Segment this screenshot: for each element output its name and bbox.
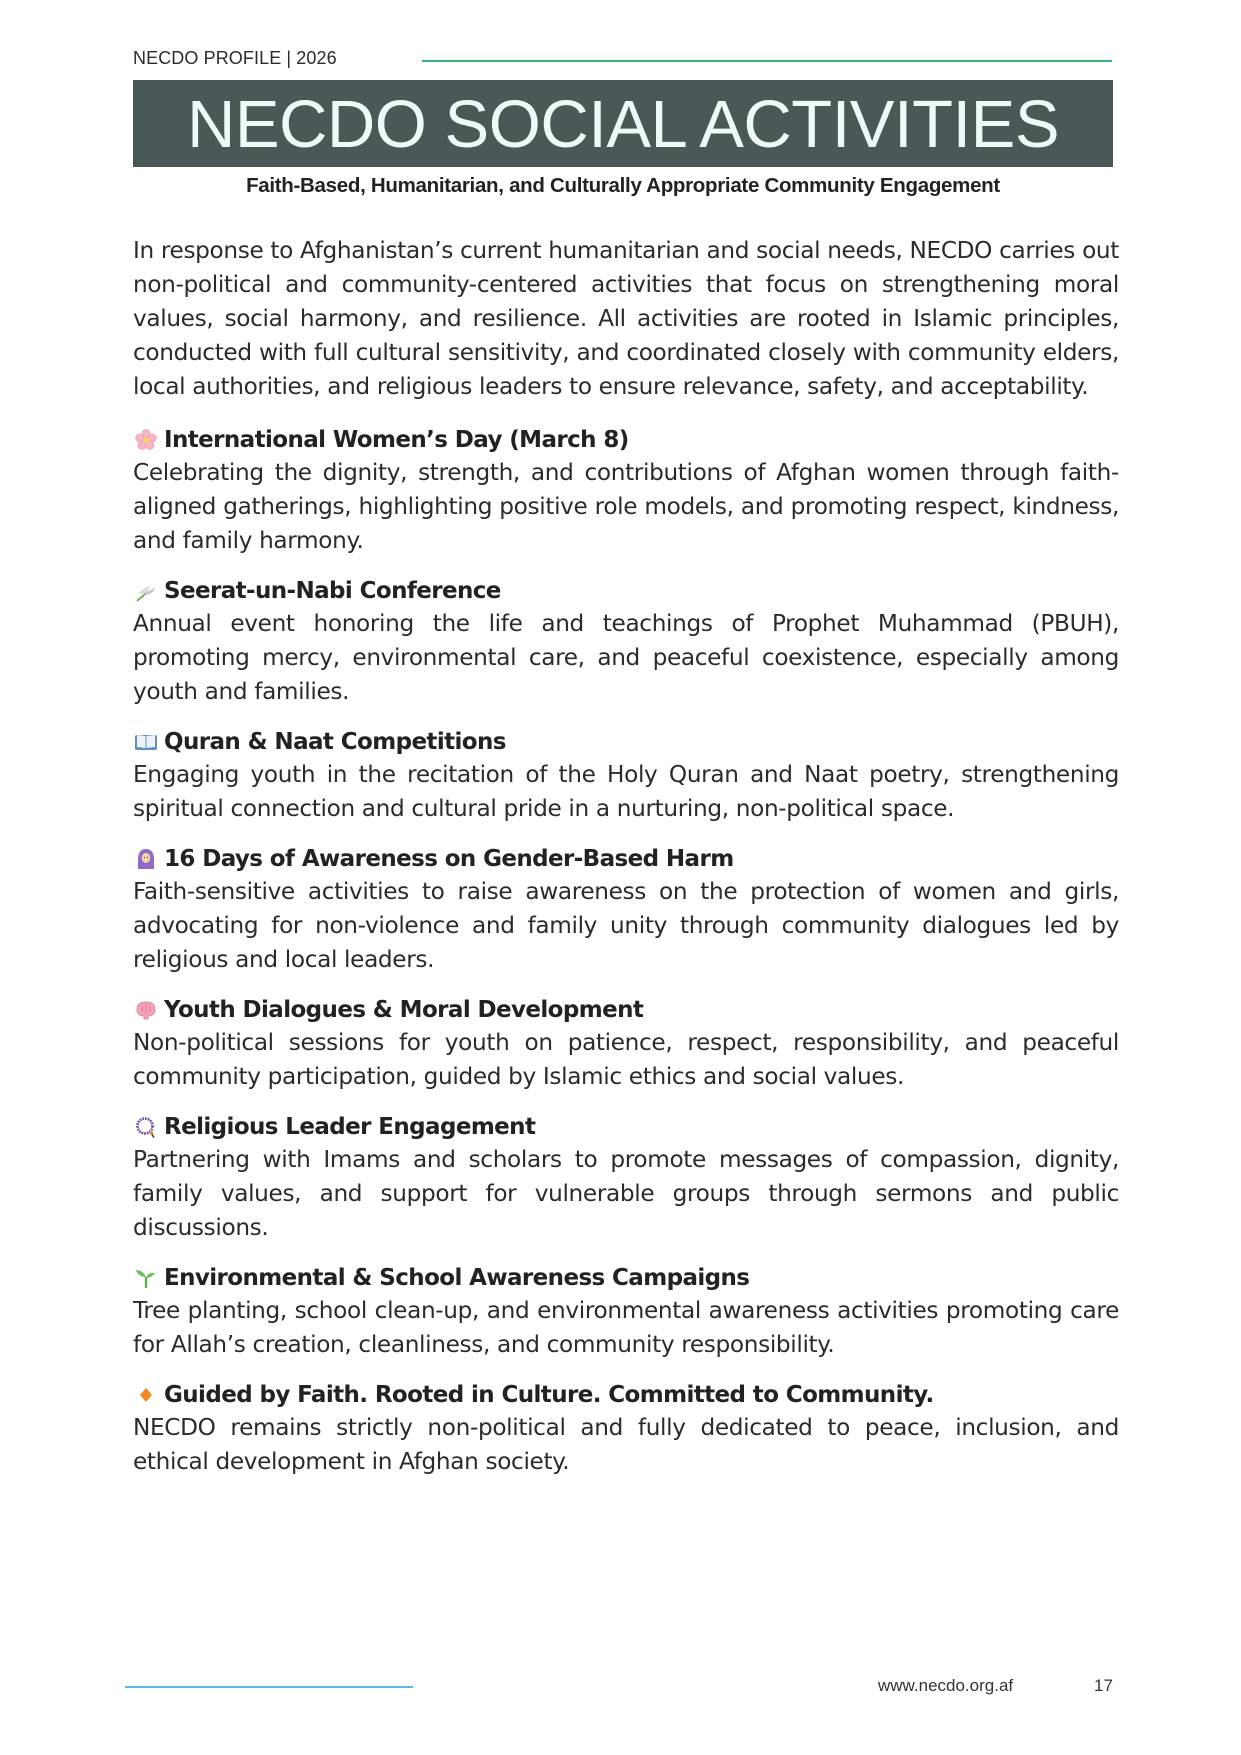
section-title: Youth Dialogues & Moral Development	[164, 997, 644, 1023]
section-quran-naat	[133, 726, 1119, 826]
section-title: Religious Leader Engagement	[164, 1114, 536, 1140]
section-heading	[133, 1262, 1119, 1294]
section-body: Partnering with Imams and scholars to promote messages of compassion, dignity, family values, and support for vulnerable groups through sermons and public discussions.	[133, 1146, 1119, 1241]
header-label: NECDO PROFILE | 2026	[133, 48, 337, 68]
section-body: Faith-sensitive activities to raise awareness on the protection of women and girls, advocating for non-violence and family unity through community dialogues led by religious and local leaders.	[133, 878, 1119, 973]
section-body: Tree planting, school clean-up, and environmental awareness activities promoting care for Allah’s creation, cleanliness, and community responsibility.	[133, 1297, 1119, 1358]
title-banner	[133, 80, 1113, 167]
intro-paragraph: In response to Afghanistan’s current humanitarian and social needs, NECDO carries out non-political and community-centered activities that focus on strengthening moral values, social harmony, and resilience. All activities are rooted in Islamic principles, conducted with full cultural sensitivity, and coordinated closely with community elders, local authorities, and religious leaders to ensure relevance, safety, and acceptability.	[133, 237, 1119, 400]
section-heading	[133, 1111, 1119, 1143]
brain-icon	[133, 997, 159, 1023]
section-religious-leaders	[133, 1111, 1119, 1245]
footer-website-link[interactable]: www.necdo.org.af	[878, 1676, 1014, 1695]
section-heading	[133, 424, 1119, 456]
section-title: Quran & Naat Competitions	[164, 729, 506, 755]
section-environmental	[133, 1262, 1119, 1362]
section-seerat-conference	[133, 575, 1119, 709]
section-heading	[133, 843, 1119, 875]
prayer-beads-icon	[133, 1114, 159, 1140]
section-body: Engaging youth in the recitation of the Holy Quran and Naat poetry, strengthening spiritual connection and cultural pride in a nurturing, non-political space.	[133, 761, 1119, 822]
footer-rule	[125, 1686, 413, 1688]
orange-diamond-icon	[133, 1382, 159, 1408]
section-heading	[133, 726, 1119, 758]
section-body: NECDO remains strictly non-political and fully dedicated to peace, inclusion, and ethical development in Afghan society.	[133, 1414, 1119, 1475]
section-title: 16 Days of Awareness on Gender-Based Harm	[164, 846, 734, 872]
seedling-icon	[133, 1265, 159, 1291]
section-womens-day	[133, 424, 1119, 558]
cherry-blossom-icon	[133, 427, 159, 453]
section-16-days	[133, 843, 1119, 977]
open-book-icon	[133, 729, 159, 755]
woman-headscarf-icon	[133, 846, 159, 872]
page-subtitle: Faith-Based, Humanitarian, and Culturally Appropriate Community Engagement	[246, 174, 1000, 197]
section-title: Guided by Faith. Rooted in Culture. Committed to Community.	[164, 1382, 934, 1408]
section-title: Environmental & School Awareness Campaigns	[164, 1265, 750, 1291]
page-number: 17	[1094, 1676, 1113, 1695]
section-body: Non-political sessions for youth on patience, respect, responsibility, and peaceful community participation, guided by Islamic ethics and social values.	[133, 1029, 1119, 1090]
dove-icon	[133, 578, 159, 604]
page-title: NECDO SOCIAL ACTIVITIES	[186, 87, 1060, 162]
section-body: Celebrating the dignity, strength, and contributions of Afghan women through faith-aligned gatherings, highlighting positive role models, and promoting respect, kindness, and family harmony.	[133, 459, 1119, 554]
section-heading	[133, 1379, 1119, 1411]
section-youth-dialogues	[133, 994, 1119, 1094]
content-body	[133, 234, 1119, 1496]
section-title: Seerat-un-Nabi Conference	[164, 578, 501, 604]
section-heading	[133, 575, 1119, 607]
section-heading	[133, 994, 1119, 1026]
header-rule	[422, 60, 1112, 62]
section-body: Annual event honoring the life and teachings of Prophet Muhammad (PBUH), promoting mercy, environmental care, and peaceful coexistence, especially among youth and families.	[133, 610, 1119, 705]
section-title: International Women’s Day (March 8)	[164, 427, 629, 453]
section-closing-statement	[133, 1379, 1119, 1479]
